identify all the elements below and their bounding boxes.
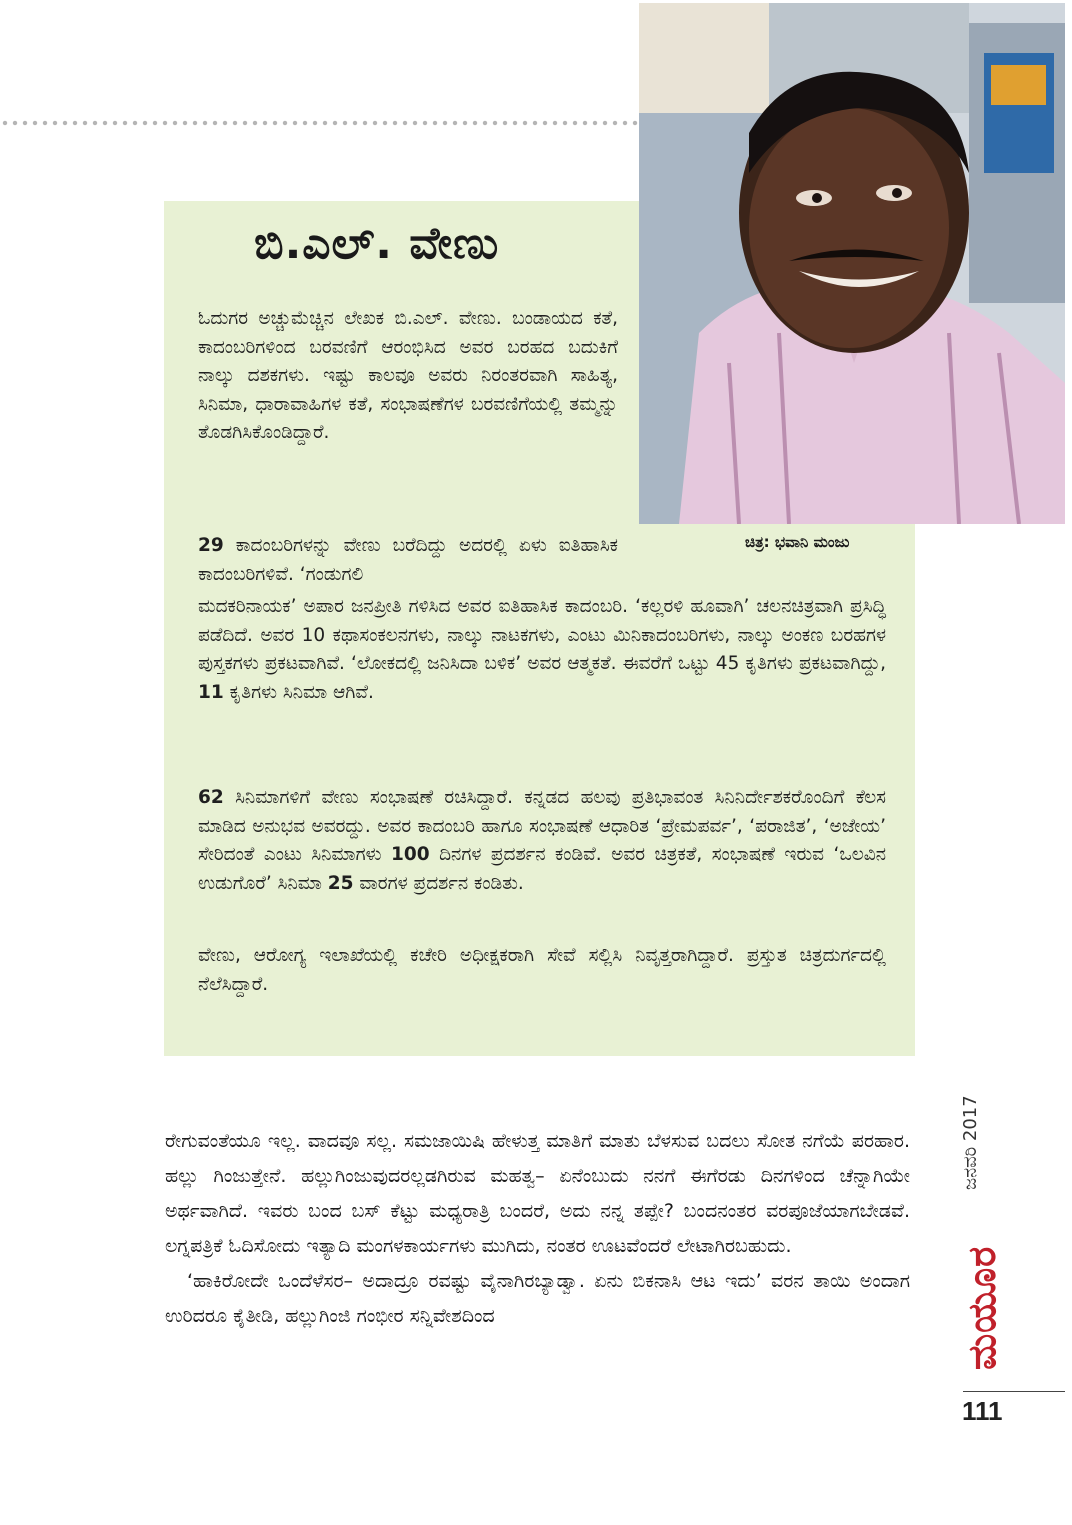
profile-paragraph-3-b: ದಿನಗಳ ಪ್ರದರ್ಶನ ಕಂಡಿವೆ. ಅವರ ಚಿತ್ರಕತೆ, ಸಂಭಾಷಣೆ ಇರುವ ‘ಒಲವಿನ ಉಡುಗೊರೆ’ ಸಿನಿಮಾ	[198, 844, 886, 894]
photo-credit: ಚಿತ್ರ: ಭವಾನಿ ಮಂಜು	[745, 533, 850, 551]
article-body	[165, 1124, 910, 1334]
dotted-rule	[0, 118, 642, 128]
page-number: 111	[962, 1396, 1003, 1426]
profile-paragraph-3	[198, 784, 886, 898]
film-works-count: 11	[198, 681, 224, 703]
weeks-count: 25	[327, 872, 354, 894]
novel-count: 29	[198, 535, 224, 556]
profile-paragraph-1: ಓದುಗರ ಅಚ್ಚುಮೆಚ್ಚಿನ ಲೇಖಕ ಬಿ.ಎಲ್. ವೇಣು. ಬಂಡಾಯದ ಕತೆ, ಕಾದಂಬರಿಗಳಿಂದ ಬರವಣಿಗೆ ಆರಂಭಿಸಿದ ಅವರ ಬರಹದ ಬದುಕಿಗೆ ನಾಲ್ಕು ದಶಕಗಳು. ಇಷ್ಟು ಕಾಲವೂ ಅವರು ನಿರಂತರವಾಗಿ ಸಾಹಿತ್ಯ, ಸಿನಿಮಾ, ಧಾರಾವಾಹಿಗಳ ಕತೆ, ಸಂಭಾಷಣೆಗಳ ಬರವಣಿಗೆಯಲ್ಲಿ ತಮ್ಮನ್ನು ತೊಡಗಿಸಿಕೊಂಡಿದ್ದಾರೆ.	[198, 308, 618, 443]
article-paragraph-1: ರೇಗುವಂತೆಯೂ ಇಲ್ಲ. ವಾದವೂ ಸಲ್ಲ. ಸಮಜಾಯಿಷಿ ಹೇಳುತ್ತ ಮಾತಿಗೆ ಮಾತು ಬೆಳಸುವ ಬದಲು ಸೋತ ನಗೆಯೆ ಪರಹಾರ. ಹಲ್ಲು ಗಿಂಜುತ್ತೇನೆ. ಹಲ್ಲುಗಿಂಜುವುದರಲ್ಲಡಗಿರುವ ಮಹತ್ವ– ಏನೆಂಬುದು ನನಗೆ ಈಗೆರಡು ದಿನಗಳಿಂದ ಚೆನ್ನಾಗಿಯೇ ಅರ್ಥವಾಗಿದೆ. ಇವರು ಬಂದ ಬಸ್ ಕೆಟ್ಟು ಮಧ್ಯರಾತ್ರಿ ಬಂದರೆ, ಅದು ನನ್ನ ತಪ್ಪೇ? ಬಂದನಂತರ ವರಪೂಜೆಯಾಗಬೇಡವೆ. ಲಗ್ನಪತ್ರಿಕೆ ಓದಿಸೋದು ಇತ್ಯಾದಿ ಮಂಗಳಕಾರ್ಯಗಳು ಮುಗಿದು, ನಂತರ ಊಟವೆಂದರೆ ಲೇಟಾಗಿರಬಹುದು.	[165, 1130, 910, 1257]
magazine-logo: ಮಯೂರ	[960, 1245, 1004, 1370]
profile-paragraph-4: ವೇಣು, ಆರೋಗ್ಯ ಇಲಾಖೆಯಲ್ಲಿ ಕಚೇರಿ ಅಧೀಕ್ಷಕರಾಗಿ ಸೇವೆ ಸಲ್ಲಿಸಿ ನಿವೃತ್ತರಾಗಿದ್ದಾರೆ. ಪ್ರಸ್ತುತ ಚಿತ್ರದುರ್ಗದಲ್ಲಿ ನೆಲೆಸಿದ್ದಾರೆ.	[198, 945, 886, 995]
profile-paragraph-3-c: ವಾರಗಳ ಪ್ರದರ್ಶನ ಕಂಡಿತು.	[353, 872, 524, 894]
article-paragraph-2: ‘ಹಾಕಿರೋದೇ ಒಂದೆಳೆಸರ– ಅದಾದ್ರೂ ರವಷ್ಟು ವೈನಾಗಿರಬ್ಯಾಡ್ವಾ. ಏನು ಬಿಕನಾಸಿ ಆಟ ಇದು’ ವರನ ತಾಯಿ ಅಂದಾಗ ಉರಿದರೂ ಕೈತೀಡಿ, ಹಲ್ಲುಗಿಂಜಿ ಗಂಭೀರ ಸನ್ನಿವೇಶದಿಂದ	[165, 1270, 910, 1327]
profile-paragraph-2-a: ಕಾದಂಬರಿಗಳನ್ನು ವೇಣು ಬರೆದಿದ್ದು ಅದರಲ್ಲಿ ಏಳು ಐತಿಹಾಸಿಕ ಕಾದಂಬರಿಗಳಿವೆ. ‘ಗಂಡುಗಲಿ	[198, 535, 618, 585]
profile-paragraph-2	[198, 532, 618, 589]
days-count: 100	[391, 844, 430, 865]
profile-title: ಬಿ.ಎಲ್. ವೇಣು	[254, 218, 500, 269]
footer-rule	[963, 1391, 1065, 1392]
dialogue-film-count: 62	[198, 787, 224, 808]
profile-paragraph-2-c: ಕೃತಿಗಳು ಸಿನಿಮಾ ಆಗಿವೆ.	[223, 681, 374, 703]
profile-paragraph-2-b: ಮದಕರಿನಾಯಕ’ ಅಪಾರ ಜನಪ್ರೀತಿ ಗಳಿಸಿದ ಅವರ ಐತಿಹಾಸಿಕ ಕಾದಂಬರಿ. ‘ಕಲ್ಲರಳಿ ಹೂವಾಗಿ’ ಚಲನಚಿತ್ರವಾಗಿ ಪ್ರಸಿದ್ಧಿ ಪಡೆದಿದೆ. ಅವರ 10 ಕಥಾಸಂಕಲನಗಳು, ನಾಲ್ಕು ನಾಟಕಗಳು, ಎಂಟು ಮಿನಿಕಾದಂಬರಿಗಳು, ನಾಲ್ಕು ಅಂಕಣ ಬರಹಗಳ ಪುಸ್ತಕಗಳು ಪ್ರಕಟವಾಗಿವೆ. ‘ಲೋಕದಲ್ಲಿ ಜನಿಸಿದಾ ಬಳಿಕ’ ಅವರ ಆತ್ಮಕತೆ. ಈವರೆಗೆ ಒಟ್ಟು 45 ಕೃತಿಗಳು ಪ್ರಕಟವಾಗಿದ್ದು,	[198, 596, 886, 674]
issue-date: ಜನವರಿ 2017	[960, 1095, 981, 1190]
profile-paragraph-2-cont	[198, 593, 886, 707]
profile-paragraph-3-a: ಸಿನಿಮಾಗಳಿಗೆ ವೇಣು ಸಂಭಾಷಣೆ ರಚಿಸಿದ್ದಾರೆ. ಕನ್ನಡದ ಹಲವು ಪ್ರತಿಭಾವಂತ ಸಿನಿನಿರ್ದೇಶಕರೊಂದಿಗೆ ಕೆಲಸ ಮಾಡಿದ ಅನುಭವ ಅವರದ್ದು. ಅವರ ಕಾದಂಬರಿ ಹಾಗೂ ಸಂಭಾಷಣೆ ಆಧಾರಿತ ‘ಪ್ರೇಮಪರ್ವ’, ‘ಪರಾಜಿತ’, ‘ಅಜೇಯ’ ಸೇರಿದಂತೆ ಎಂಟು ಸಿನಿಮಾಗಳು	[198, 787, 886, 865]
portrait-photo	[639, 3, 1065, 524]
